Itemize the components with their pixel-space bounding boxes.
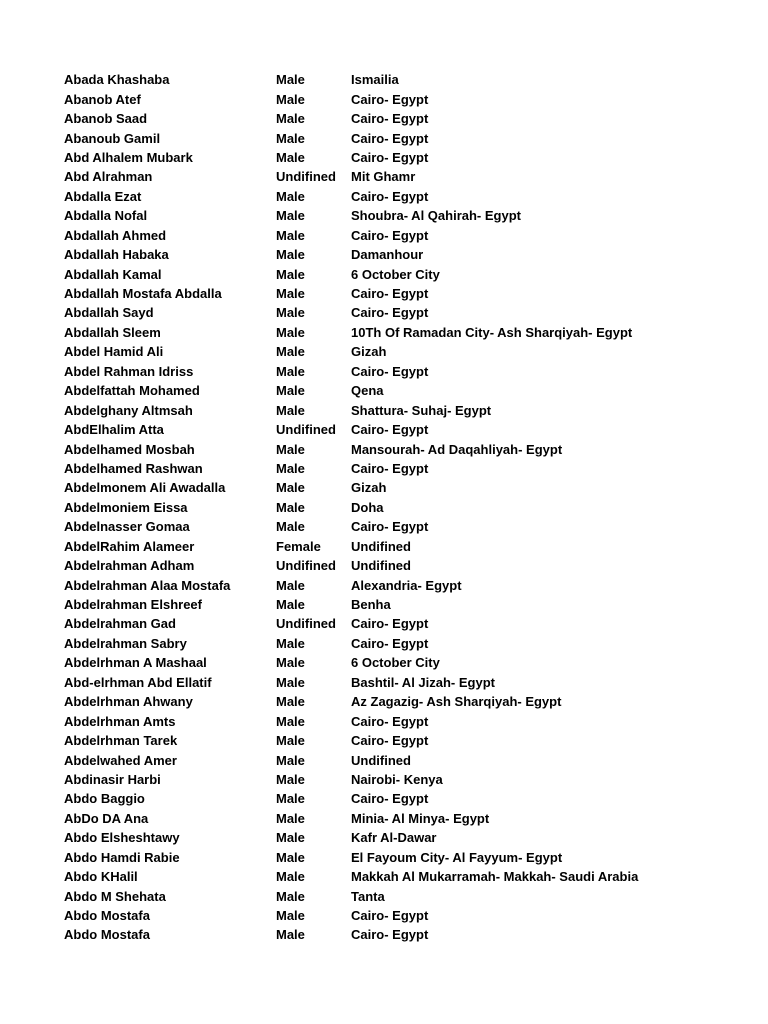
contact-table [64,70,639,945]
name-cell: Abdallah Sayd [64,305,154,321]
gender-cell: Male [276,713,305,729]
gender-cell: Male [276,733,305,749]
gender-cell: Male [276,655,305,671]
name-cell: Abdo Hamdi Rabie [64,849,180,865]
location-cell: 6 October City [351,655,440,671]
table-row [64,711,584,730]
table-row [64,187,584,206]
location-cell: Benha [351,597,391,613]
name-cell: Abdelrhman Ahwany [64,694,193,710]
location-cell: Cairo- Egypt [351,713,429,729]
table-row [64,770,584,789]
table-row [64,692,584,711]
name-cell: Abdinasir Harbi [64,771,161,787]
location-cell: Cairo- Egypt [351,111,429,127]
table-body [64,70,639,945]
table-row [64,245,584,264]
location-cell: Cairo- Egypt [351,519,429,535]
table-row [64,809,584,828]
table-row [64,459,584,478]
gender-cell: Male [276,460,305,476]
table-row [64,498,584,517]
location-cell: Undifined [351,752,411,768]
table-row [64,303,584,322]
location-cell: Alexandria- Egypt [351,577,462,593]
location-cell: Cairo- Egypt [351,286,429,302]
location-cell: Cairo- Egypt [351,733,429,749]
table-row [64,653,584,672]
gender-cell: Undifined [276,616,336,632]
gender-cell: Male [276,499,305,515]
gender-cell: Undifined [276,422,336,438]
table-row [64,362,584,381]
gender-cell: Male [276,752,305,768]
table-row [64,167,584,186]
location-cell: Cairo- Egypt [351,363,429,379]
gender-cell: Male [276,227,305,243]
name-cell: Abdo Mostafa [64,927,150,943]
gender-cell: Male [276,597,305,613]
location-cell: Minia- Al Minya- Egypt [351,810,490,826]
name-cell: Abdelrhman A Mashaal [64,655,207,671]
gender-cell: Male [276,908,305,924]
name-cell: AbDo DA Ana [64,810,149,826]
table-row [64,575,584,594]
gender-cell: Male [276,830,305,846]
table-row [64,206,584,225]
table-row [64,925,584,944]
name-cell: Abdo M Shehata [64,888,166,904]
gender-cell: Male [276,771,305,787]
location-cell: 10Th Of Ramadan City- Ash Sharqiyah- Egypt [351,324,633,340]
name-cell: Abdelmoniem Eissa [64,499,188,515]
name-cell: Abd Alhalem Mubark [64,149,193,165]
table-row [64,70,584,89]
gender-cell: Male [276,674,305,690]
gender-cell: Male [276,888,305,904]
gender-cell: Male [276,791,305,807]
location-cell: Cairo- Egypt [351,460,429,476]
table-row [64,264,584,283]
gender-cell: Undifined [276,169,336,185]
location-cell: Mit Ghamr [351,169,416,185]
table-row [64,848,584,867]
location-cell: Az Zagazig- Ash Sharqiyah- Egypt [351,694,562,710]
table-row [64,439,584,458]
gender-cell: Male [276,266,305,282]
name-cell: Abdallah Kamal [64,266,162,282]
gender-cell: Male [276,810,305,826]
location-cell: Cairo- Egypt [351,188,429,204]
name-cell: Abdelhamed Rashwan [64,460,203,476]
gender-cell: Male [276,111,305,127]
table-row [64,789,584,808]
location-cell: Makkah Al Mukarramah- Makkah- Saudi Arabia [351,869,639,885]
name-cell: Abdelrahman Adham [64,558,195,574]
name-cell: Abdo Mostafa [64,908,150,924]
gender-cell: Male [276,344,305,360]
table-row [64,614,584,633]
gender-cell: Male [276,247,305,263]
gender-cell: Male [276,188,305,204]
table-row [64,226,584,245]
name-cell: Abdelrahman Sabry [64,635,187,651]
gender-cell: Male [276,694,305,710]
location-cell: 6 October City [351,266,440,282]
name-cell: Abdo KHalil [64,869,138,885]
table-row [64,906,584,925]
location-cell: Gizah [351,480,387,496]
name-cell: Abdelnasser Gomaa [64,519,190,535]
table-row [64,323,633,342]
gender-cell: Female [276,538,321,554]
gender-cell: Male [276,324,305,340]
table-row [64,828,584,847]
location-cell: Cairo- Egypt [351,422,429,438]
location-cell: Cairo- Egypt [351,130,429,146]
name-cell: Abdalla Nofal [64,208,148,224]
gender-cell: Male [276,402,305,418]
name-cell: AbdElhalim Atta [64,422,164,438]
table-row [64,634,584,653]
gender-cell: Undifined [276,558,336,574]
name-cell: Abdo Baggio [64,791,145,807]
gender-cell: Male [276,208,305,224]
name-cell: Abanob Saad [64,111,148,127]
location-cell: Undifined [351,558,411,574]
name-cell: Abdel Rahman Idriss [64,363,194,379]
table-row [64,109,584,128]
gender-cell: Male [276,519,305,535]
gender-cell: Male [276,286,305,302]
gender-cell: Male [276,363,305,379]
gender-cell: Male [276,869,305,885]
name-cell: Abdelghany Altmsah [64,402,193,418]
location-cell: Undifined [351,538,411,554]
gender-cell: Male [276,441,305,457]
table-row [64,886,584,905]
name-cell: Abanoub Gamil [64,130,161,146]
location-cell: Cairo- Egypt [351,908,429,924]
table-row [64,284,584,303]
gender-cell: Male [276,149,305,165]
location-cell: Qena [351,383,384,399]
name-cell: Abdelrahman Elshreef [64,597,202,613]
gender-cell: Male [276,130,305,146]
table-row [64,342,584,361]
gender-cell: Male [276,577,305,593]
table-row [64,673,584,692]
name-cell: Abdo Elsheshtawy [64,830,180,846]
table-row [64,537,584,556]
name-cell: AbdelRahim Alameer [64,538,195,554]
location-cell: Kafr Al-Dawar [351,830,437,846]
name-cell: Abanob Atef [64,91,141,107]
location-cell: Shattura- Suhaj- Egypt [351,402,492,418]
table-row [64,420,584,439]
location-cell: Cairo- Egypt [351,227,429,243]
table-row [64,128,584,147]
gender-cell: Male [276,635,305,651]
gender-cell: Male [276,383,305,399]
name-cell: Abdallah Sleem [64,324,161,340]
location-cell: Cairo- Egypt [351,149,429,165]
name-cell: Abdelwahed Amer [64,752,177,768]
gender-cell: Male [276,305,305,321]
gender-cell: Male [276,91,305,107]
name-cell: Abdelrahman Alaa Mostafa [64,577,231,593]
name-cell: Abdelhamed Mosbah [64,441,195,457]
name-cell: Abd-elrhman Abd Ellatif [64,674,212,690]
location-cell: Tanta [351,888,385,904]
name-cell: Abdalla Ezat [64,188,142,204]
name-cell: Abdel Hamid Ali [64,344,164,360]
location-cell: Mansourah- Ad Daqahliyah- Egypt [351,441,563,457]
location-cell: Ismailia [351,72,399,88]
gender-cell: Male [276,480,305,496]
location-cell: Cairo- Egypt [351,616,429,632]
gender-cell: Male [276,927,305,943]
location-cell: Doha [351,499,384,515]
table-row [64,381,584,400]
name-cell: Abdallah Ahmed [64,227,167,243]
table-row [64,400,584,419]
table-row [64,750,584,769]
name-cell: Abada Khashaba [64,72,170,88]
name-cell: Abd Alrahman [64,169,153,185]
name-cell: Abdallah Habaka [64,247,169,263]
table-row [64,595,584,614]
table-row [64,148,584,167]
location-cell: Cairo- Egypt [351,305,429,321]
table-row [64,867,639,886]
table-row [64,478,584,497]
table-row [64,89,584,108]
name-cell: Abdelrhman Tarek [64,733,178,749]
name-cell: Abdelfattah Mohamed [64,383,200,399]
table-row [64,556,584,575]
location-cell: Damanhour [351,247,424,263]
location-cell: Bashtil- Al Jizah- Egypt [351,674,495,690]
location-cell: Cairo- Egypt [351,791,429,807]
gender-cell: Male [276,849,305,865]
location-cell: Cairo- Egypt [351,927,429,943]
location-cell: Nairobi- Kenya [351,771,443,787]
name-cell: Abdallah Mostafa Abdalla [64,286,222,302]
gender-cell: Male [276,72,305,88]
location-cell: El Fayoum City- Al Fayyum- Egypt [351,849,563,865]
name-cell: Abdelrahman Gad [64,616,176,632]
location-cell: Shoubra- Al Qahirah- Egypt [351,208,521,224]
name-cell: Abdelrhman Amts [64,713,176,729]
location-cell: Gizah [351,344,387,360]
location-cell: Cairo- Egypt [351,635,429,651]
table-row [64,731,584,750]
location-cell: Cairo- Egypt [351,91,429,107]
table-row [64,517,584,536]
name-cell: Abdelmonem Ali Awadalla [64,480,226,496]
